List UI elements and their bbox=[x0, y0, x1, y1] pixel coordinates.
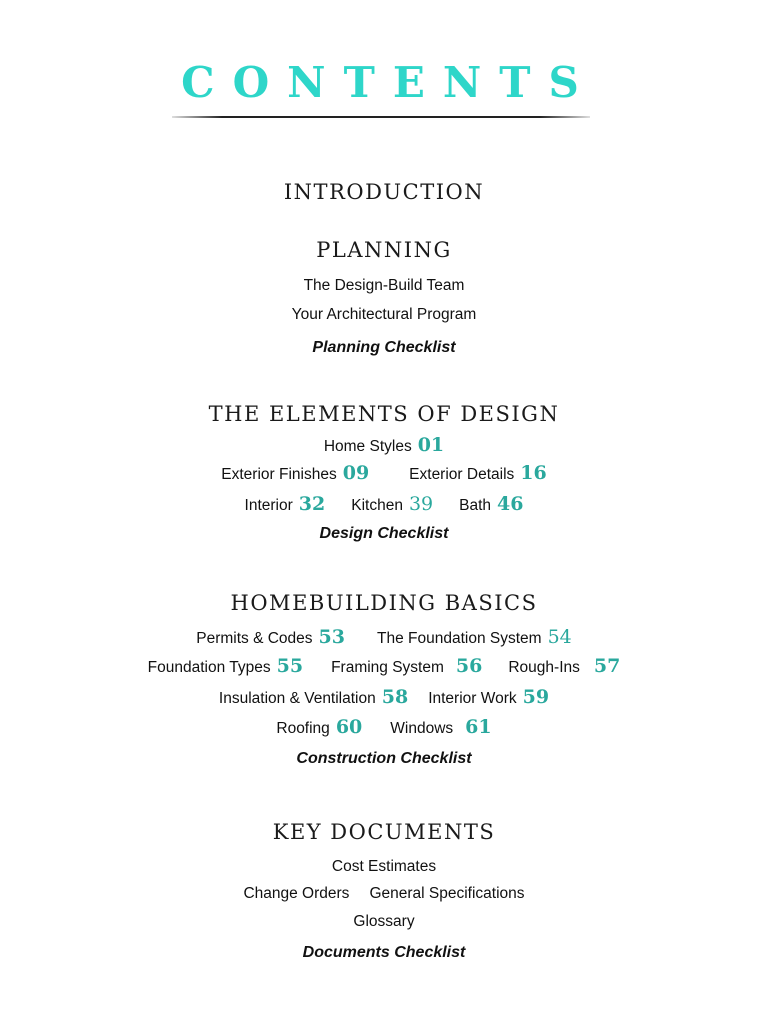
toc-item-cost-estimates[interactable]: Cost Estimates bbox=[331, 858, 437, 875]
section-heading-introduction[interactable]: INTRODUCTION bbox=[283, 180, 485, 204]
toc-item-kitchen[interactable] bbox=[351, 493, 433, 515]
section-heading-homebuilding-basics[interactable]: HOMEBUILDING BASICS bbox=[230, 591, 538, 615]
toc-item-foundation-types[interactable] bbox=[148, 655, 303, 677]
section-heading-elements-of-design[interactable]: THE ELEMENTS OF DESIGN bbox=[208, 402, 560, 426]
page-number: 55 bbox=[276, 655, 304, 677]
toc-item-bath[interactable] bbox=[459, 493, 523, 515]
toc-item-change-orders[interactable]: Change Orders bbox=[243, 885, 350, 902]
toc-item-label: Interior Work bbox=[428, 690, 517, 707]
toc-item-label: Framing System bbox=[331, 659, 444, 676]
toc-item-exterior-details[interactable] bbox=[409, 462, 547, 484]
page-number: 54 bbox=[547, 626, 572, 648]
toc-item-insulation-ventilation[interactable] bbox=[219, 686, 408, 708]
page-number: 58 bbox=[381, 686, 409, 708]
section-heading-key-documents[interactable]: KEY DOCUMENTS bbox=[272, 820, 496, 844]
page-number: 39 bbox=[408, 493, 434, 515]
toc-item-permits-codes[interactable] bbox=[196, 626, 345, 648]
page-number: 60 bbox=[335, 716, 363, 738]
page-number: 53 bbox=[318, 626, 345, 648]
toc-item-label: Insulation & Ventilation bbox=[218, 690, 376, 707]
page-number: 61 bbox=[465, 716, 492, 738]
toc-item-rough-ins[interactable] bbox=[508, 655, 620, 677]
toc-item-label: Permits & Codes bbox=[196, 630, 313, 647]
toc-item-glossary[interactable]: Glossary bbox=[353, 913, 415, 930]
toc-item-architectural-program[interactable]: Your Architectural Program bbox=[291, 306, 477, 323]
toc-item-label: Exterior Finishes bbox=[221, 466, 337, 483]
toc-item-label: Roofing bbox=[276, 720, 330, 737]
toc-item-planning-checklist[interactable]: Planning Checklist bbox=[312, 339, 456, 356]
section-heading-planning[interactable]: PLANNING bbox=[316, 238, 452, 262]
toc-item-roofing[interactable] bbox=[276, 716, 362, 738]
toc-item-design-build-team[interactable]: The Design-Build Team bbox=[303, 277, 465, 294]
page-number: 09 bbox=[342, 462, 370, 484]
toc-item-interior[interactable] bbox=[245, 493, 326, 515]
page-number: 46 bbox=[497, 493, 524, 515]
toc-item-windows[interactable] bbox=[390, 716, 491, 738]
toc-item-label: Rough-Ins bbox=[508, 659, 580, 676]
toc-item-home-styles[interactable] bbox=[324, 434, 444, 456]
toc-item-label: Interior bbox=[244, 497, 293, 514]
title-divider bbox=[172, 116, 590, 118]
toc-item-general-specifications[interactable]: General Specifications bbox=[369, 885, 525, 902]
toc-item-label: Home Styles bbox=[323, 438, 412, 455]
page-number: 32 bbox=[298, 493, 326, 515]
contents-title: CONTENTS bbox=[181, 58, 597, 107]
toc-item-construction-checklist[interactable]: Construction Checklist bbox=[296, 750, 472, 767]
toc-item-exterior-finishes[interactable] bbox=[221, 462, 369, 484]
page-number: 57 bbox=[593, 655, 621, 677]
toc-item-label: Windows bbox=[390, 720, 454, 737]
toc-item-documents-checklist[interactable]: Documents Checklist bbox=[302, 944, 466, 961]
toc-item-foundation-system[interactable] bbox=[377, 626, 572, 648]
toc-item-design-checklist[interactable]: Design Checklist bbox=[319, 525, 449, 542]
toc-item-label: Kitchen bbox=[351, 497, 403, 514]
toc-item-framing-system[interactable] bbox=[331, 655, 482, 677]
page-number: 01 bbox=[417, 434, 445, 456]
toc-item-label: Exterior Details bbox=[409, 466, 515, 483]
toc-item-label: The Foundation System bbox=[377, 630, 542, 647]
toc-item-interior-work[interactable] bbox=[428, 686, 549, 708]
page-number: 16 bbox=[520, 462, 547, 484]
page-number: 59 bbox=[522, 686, 550, 708]
toc-item-label: Foundation Types bbox=[147, 659, 271, 676]
toc-item-label: Bath bbox=[459, 497, 492, 514]
page-number: 56 bbox=[455, 655, 483, 677]
